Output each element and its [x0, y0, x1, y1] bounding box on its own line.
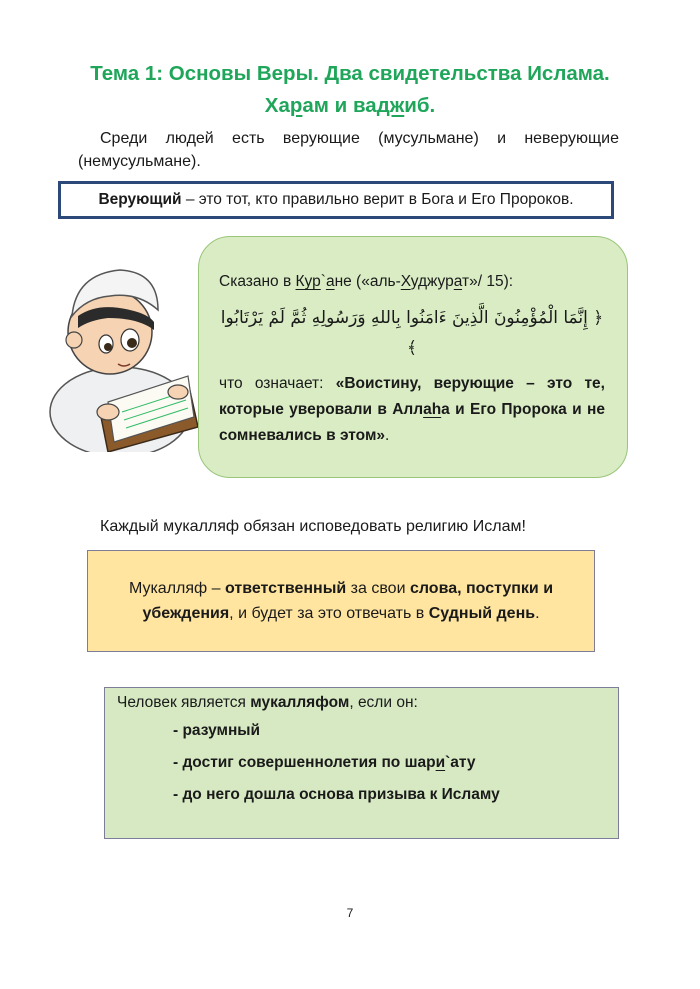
list-item: - достиг совершеннолетия по шари`ату [173, 754, 476, 771]
mukallaf-definition-box: Мукалляф – ответственный за свои слова, поступки и убеждения, и будет за это отвечать в Судный день. [87, 550, 595, 652]
title-line-2 [40, 90, 660, 122]
conditions-lead: Человек является мукалляфом, если он: [117, 694, 418, 711]
title-wajib-underlined: дж [376, 94, 405, 117]
arabic-ayah: ﴿ إِنَّمَا الْمُؤْمِنُونَ الَّذِينَ ءَامَنُوا بِاللهِ وَرَسُولِهِ ثُمَّ لَمْ يَرْتَابُوا ﴾ [220, 308, 604, 358]
title-haram-part: Ха [264, 94, 290, 117]
quote-source: Сказано в Кур`ане («аль-Худжурат»/ 15): [219, 273, 514, 290]
definition-term: Верующий [98, 191, 182, 208]
quran-quote-bubble [198, 236, 628, 478]
ayah-meaning: что означает: «Воистину, верующие – это те, которые уверовали в Аллаhа и Его Пророка и не сомневались в этом». [219, 375, 605, 444]
title-conjunction: и [328, 94, 353, 117]
title-line-1: Тема 1: Основы Веры. Два свидетельства Ислама. [90, 62, 610, 85]
conditions-list [117, 722, 606, 804]
mukallaf-statement: Каждый мукалляф обязан исповедовать религию Ислам! [100, 518, 526, 535]
list-item: - разумный [173, 722, 261, 739]
boy-reading-quran-illustration [38, 252, 203, 452]
believer-definition-box [58, 181, 614, 219]
page-number: 7 [346, 906, 354, 920]
title-haram-underlined: р [289, 94, 303, 117]
title-haram-part: а [302, 94, 314, 117]
title-haram-part: м [313, 94, 329, 117]
title-wajib-part: иб. [404, 94, 436, 117]
definition-text: – это тот, кто правильно верит в Бога и Его Пророков. [181, 191, 574, 208]
intro-paragraph: Среди людей есть верующие (мусульмане) и неверующие (немусульмане). [78, 130, 619, 170]
list-item: - до него дошла основа призыва к Исламу [173, 786, 500, 803]
mukallaf-conditions-box [104, 687, 619, 839]
title-wajib-part: ва [352, 94, 377, 117]
page-title [40, 58, 660, 122]
